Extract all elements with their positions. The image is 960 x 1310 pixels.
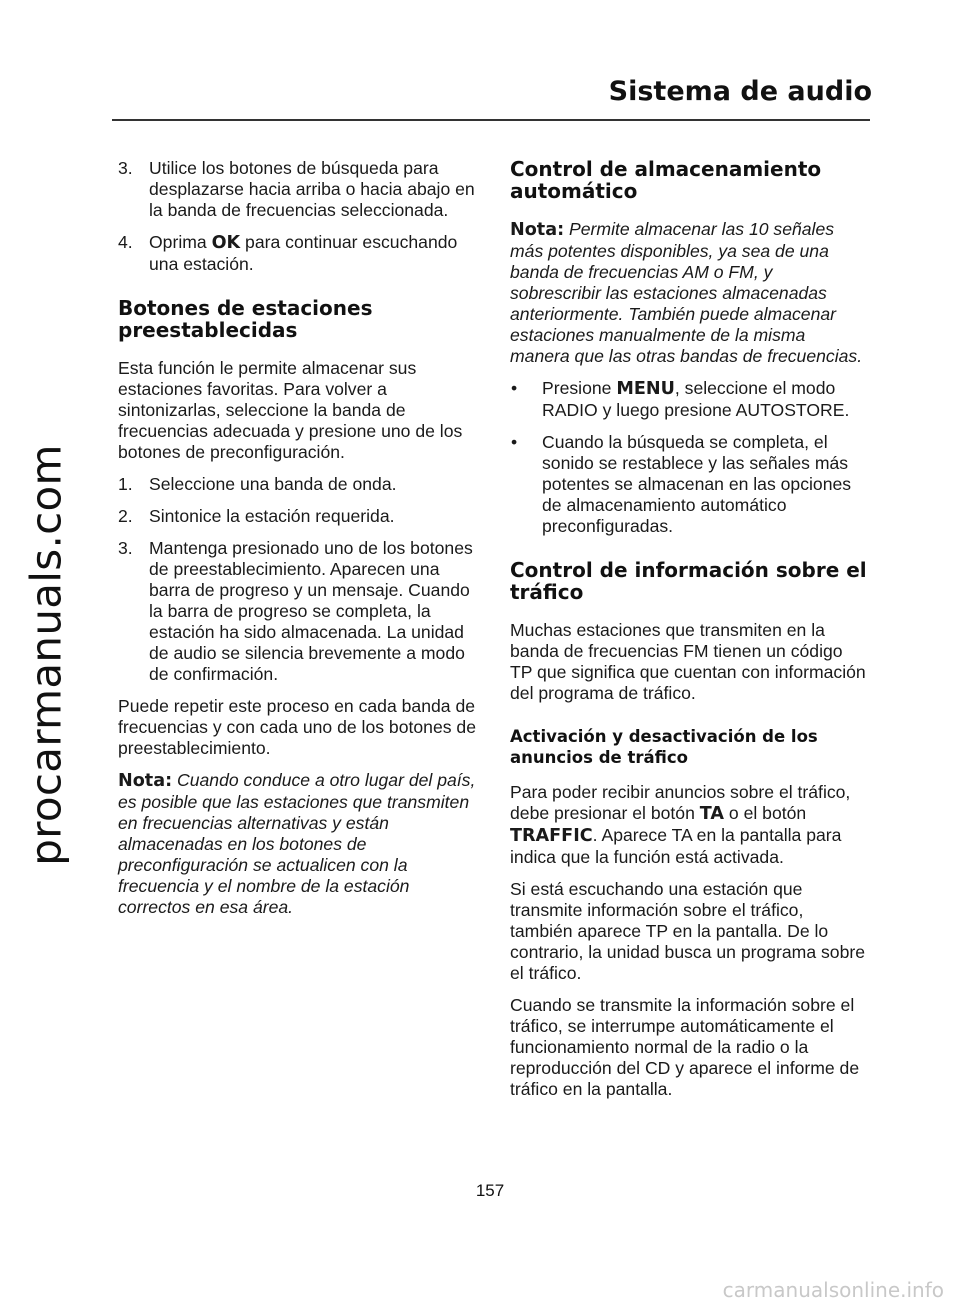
- bullet: •: [511, 378, 518, 398]
- list-item: 3. Mantenga presionado uno de los botones de preestablecimiento. Aparecen una barra de progreso y un mensaje. Cuando la barra de progreso se completa, la estación ha sido almacenada. La unidad de audio se silencia brevemente a modo de confirmación.: [118, 538, 473, 684]
- list-text: Utilice los botones de búsqueda para desplazarse hacia arriba o hacia abajo en la banda de frecuencias seleccionada.: [149, 158, 475, 220]
- section-heading-traffic: Control de información sobre el tráfico: [510, 558, 867, 604]
- paragraph: Cuando se transmite la información sobre el tráfico, se interrumpe automáticamente el funcionamiento normal de la radio o la reproducción del CD y aparece el informe de tráfico en la pantalla.: [510, 995, 860, 1099]
- note-text: Cuando conduce a otro lugar del país, es posible que las estaciones que transmiten en frecuencias alternativas y están almacenadas en los botones de preconfiguración se actualicen con la frecuencia y el nombre de la estación correctos en esa área.: [118, 770, 476, 917]
- subheading-traffic-announcements: Activación y desactivación de los anuncios de tráfico: [510, 727, 818, 767]
- bullet: •: [511, 432, 518, 452]
- note-label: Nota:: [510, 220, 565, 240]
- traffic-key-label: TRAFFIC: [510, 826, 593, 846]
- ok-key-label: OK: [211, 233, 241, 253]
- page-title: Sistema de audio: [608, 76, 872, 107]
- paragraph: Si está escuchando una estación que transmite información sobre el tráfico, también aparece TP en la pantalla. De lo contrario, la unidad busca un programa sobre el tráfico.: [510, 879, 866, 983]
- paragraph: Esta función le permite almacenar sus estaciones favoritas. Para volver a sintonizarlas, seleccione la banda de frecuencias adecuada y presione uno de los botones de preconfiguración.: [118, 358, 463, 462]
- list-item: 2. Sintonice la estación requerida.: [118, 506, 395, 526]
- bullet-item: • Presione MENU, seleccione el modo RADIO y luego presione AUTOSTORE.: [511, 378, 850, 420]
- left-column: [118, 158, 476, 929]
- list-number: 4.: [118, 232, 133, 252]
- list-item: [118, 158, 476, 221]
- right-column: [510, 158, 868, 1111]
- menu-key-label: MENU: [616, 379, 675, 399]
- list-text: Oprima OK para continuar escuchando una estación.: [149, 232, 458, 274]
- list-item: [118, 232, 476, 275]
- paragraph: Puede repetir este proceso en cada banda de frecuencias y con cada uno de los botones de preestablecimiento.: [118, 696, 476, 758]
- note: [118, 770, 476, 918]
- list-number: 3.: [118, 158, 133, 178]
- page-number: 157: [475, 1181, 505, 1200]
- bottom-watermark: carmanualsonline.info: [722, 1278, 944, 1302]
- note: [510, 219, 868, 367]
- list-item: 1. Seleccione una banda de onda.: [118, 474, 397, 494]
- header-divider: [112, 119, 870, 121]
- ta-key-label: TA: [699, 804, 725, 824]
- section-heading-autostore: Control de almacenamiento automático: [510, 157, 822, 203]
- note-label: Nota:: [118, 771, 173, 791]
- section-heading-presets: Botones de estaciones preestablecidas: [118, 296, 373, 342]
- note-text: Permite almacenar las 10 señales más potentes disponibles, ya sea de una banda de frecuencias AM o FM, y sobrescribir las estaciones almacenadas anteriormente. También puede almacenar estaciones manualmente de la misma manera que las otras bandas de frecuencias.: [510, 219, 863, 366]
- side-watermark: procarmanuals.com: [21, 444, 71, 866]
- bullet-item: • Cuando la búsqueda se completa, el sonido se restablece y las señales más potentes se almacenan en las opciones de almacenamiento automático preconfiguradas.: [511, 432, 852, 536]
- paragraph: Para poder recibir anuncios sobre el tráfico, debe presionar el botón TA o el botón TRAFFIC. Aparece TA en la pantalla para indica que la función está activada.: [510, 782, 851, 867]
- paragraph: Muchas estaciones que transmiten en la banda de frecuencias FM tienen un código TP que significa que cuentan con información del programa de tráfico.: [510, 620, 866, 703]
